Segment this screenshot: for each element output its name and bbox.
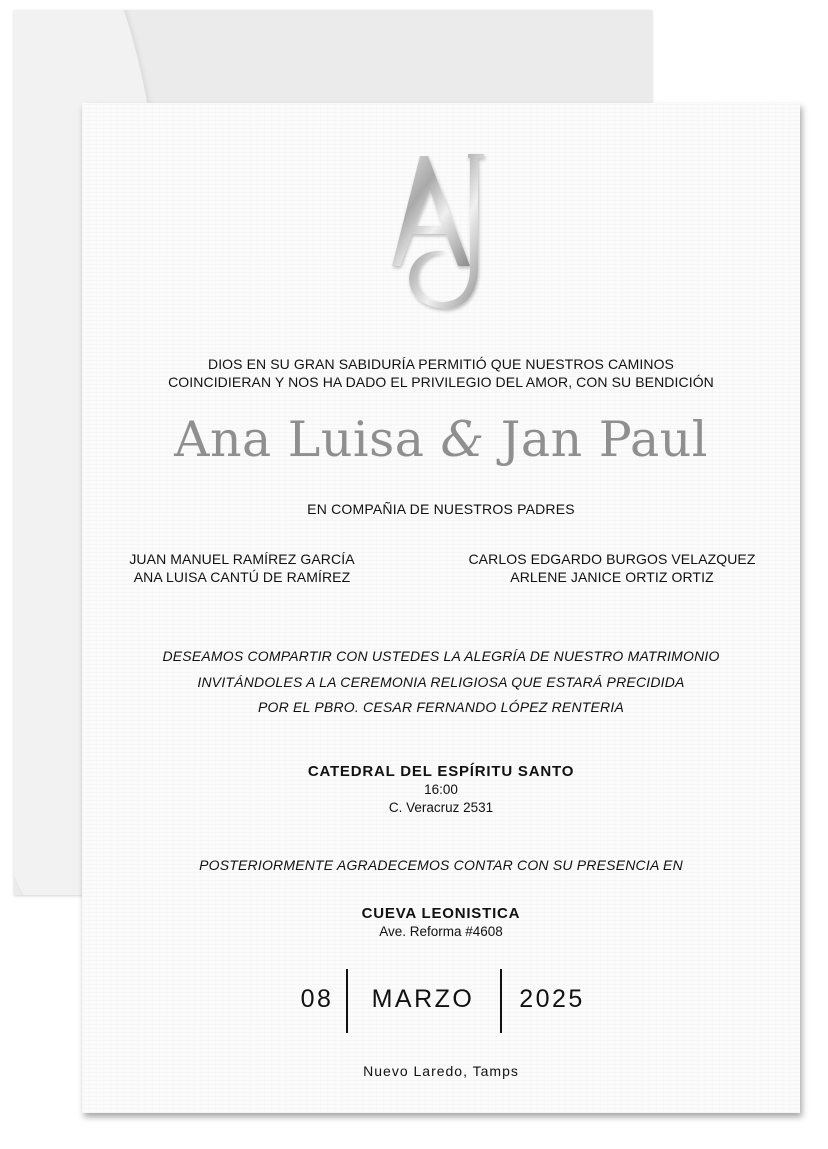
parent-name: ARLENE JANICE ORTIZ ORTIZ [510, 569, 714, 585]
aj-monogram-logo [372, 148, 512, 318]
wedding-date [82, 969, 800, 1033]
ceremony-time: 16:00 [424, 782, 458, 797]
date-day: 08 [300, 985, 334, 1013]
bride-parents [92, 550, 392, 586]
couple-names [82, 411, 800, 468]
date-divider [500, 969, 502, 1033]
invitation-card [82, 103, 800, 1113]
parent-name: ANA LUISA CANTÚ DE RAMÍREZ [133, 569, 351, 585]
parents-heading: EN COMPAÑIA DE NUESTROS PADRES [307, 501, 575, 517]
city-location: Nuevo Laredo, Tamps [363, 1063, 519, 1079]
date-month: MARZO [371, 985, 475, 1013]
ceremony-address: C. Veracruz 2531 [388, 800, 494, 815]
intro-line-2: COINCIDIERAN Y NOS HA DADO EL PRIVILEGIO DEL AMOR, CON SU BENDICIÓN [168, 374, 714, 390]
groom-name: Jan Paul [500, 411, 708, 468]
invitation-line-2: INVITÁNDOLES A LA CEREMONIA RELIGIOSA QUE ESTARÁ PRECIDIDA [197, 674, 685, 690]
groom-parents [462, 550, 762, 586]
date-divider [346, 969, 348, 1033]
reception-address: Ave. Reforma #4608 [379, 924, 503, 939]
invitation-line-1: DESEAMOS COMPARTIR CON USTEDES LA ALEGRÍA DE NUESTRO MATRIMONIO [162, 648, 720, 664]
reception-venue: CUEVA LEONISTICA [361, 905, 521, 922]
reception-intro: POSTERIORMENTE AGRADECEMOS CONTAR CON SU PRESENCIA EN [199, 857, 683, 873]
date-year: 2025 [519, 985, 585, 1013]
ampersand: & [440, 411, 485, 468]
parent-name: JUAN MANUEL RAMÍREZ GARCÍA [129, 551, 355, 567]
ceremony-venue: CATEDRAL DEL ESPÍRITU SANTO [307, 763, 575, 780]
parent-name: CARLOS EDGARDO BURGOS VELAZQUEZ [468, 551, 756, 567]
intro-line-1: DIOS EN SU GRAN SABIDURÍA PERMITIÓ QUE NUESTROS CAMINOS [207, 356, 674, 372]
invitation-line-3: POR EL PBRO. CESAR FERNANDO LÓPEZ RENTERIA [258, 699, 624, 715]
bride-name: Ana Luisa [174, 411, 425, 468]
